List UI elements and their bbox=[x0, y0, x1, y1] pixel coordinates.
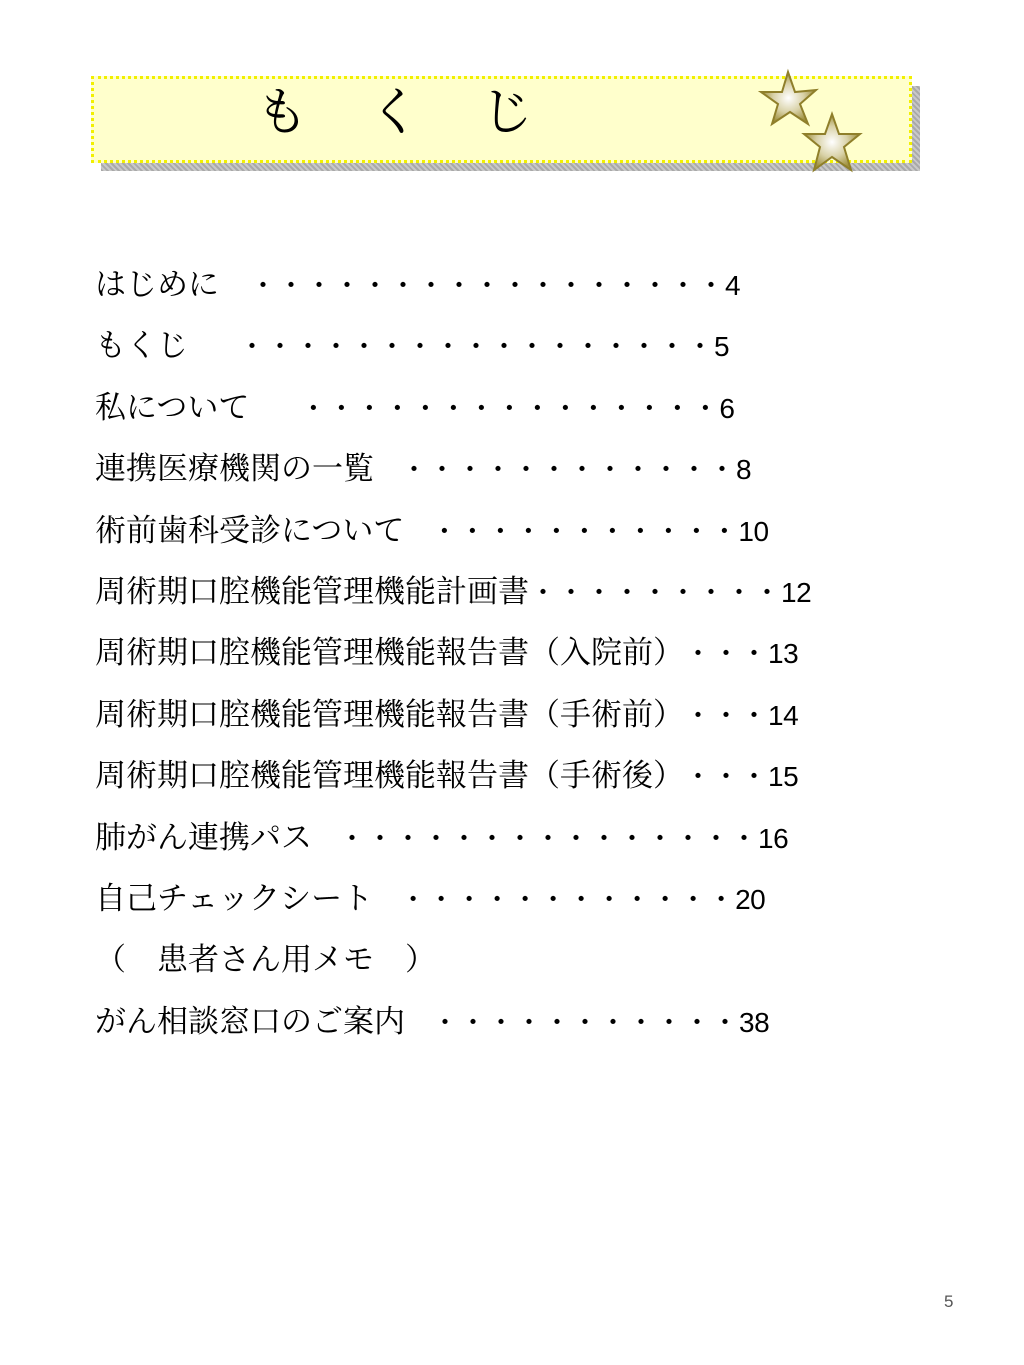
toc-entry-leader: ・・・ bbox=[684, 638, 769, 670]
toc-entry-leader: ・・・・・・・・・・・ bbox=[430, 515, 739, 547]
toc-entry-label: がん相談窓口のご案内 bbox=[95, 1003, 405, 1040]
toc-entry-page: 4 bbox=[725, 270, 741, 301]
toc-entry bbox=[95, 319, 811, 380]
toc-entry-leader: ・・・・・・・・・・・・・・・・・ bbox=[238, 331, 715, 363]
toc-entry-label: はじめに bbox=[95, 267, 219, 303]
toc-entry-label: 周術期口腔機能管理機能計画書 bbox=[95, 573, 529, 610]
toc-entry bbox=[95, 504, 811, 565]
toc-entry-label: 周術期口腔機能管理機能報告書（入院前） bbox=[95, 635, 684, 672]
toc-entry-label: もくじ bbox=[95, 328, 188, 365]
star-icon bbox=[804, 114, 860, 170]
toc-entry-leader: ・・・ bbox=[684, 761, 769, 793]
star-decoration-icon bbox=[748, 64, 868, 180]
toc-entry-leader: ・・・・・・・・・・・・・・・ bbox=[299, 392, 720, 424]
toc-entry-page: 5 bbox=[714, 331, 730, 363]
toc-entry bbox=[95, 749, 811, 810]
toc-entry-label: 連携医療機関の一覧 bbox=[95, 451, 374, 488]
toc-entry-page: 38 bbox=[739, 1006, 770, 1038]
toc-entry-leader: ・・・・・・・・・・・・ bbox=[400, 454, 737, 486]
toc-entry-page: 14 bbox=[768, 699, 799, 731]
toc-entry-leader: ・・・・・・・・・・・・ bbox=[399, 883, 736, 915]
toc-entry bbox=[95, 995, 811, 1056]
toc-entry-leader: ・・・・・・・・・・・・・・・ bbox=[338, 822, 759, 854]
toc-entry bbox=[95, 872, 811, 933]
toc-entry-page: 16 bbox=[758, 822, 789, 854]
toc-entry bbox=[95, 688, 811, 749]
toc-entry-leader: ・・・・・・・・・・・ bbox=[431, 1006, 740, 1038]
toc-entry-page: 20 bbox=[735, 883, 766, 915]
toc-entry bbox=[95, 258, 811, 319]
toc-entry bbox=[95, 381, 811, 442]
toc-entry-page: 10 bbox=[738, 515, 769, 547]
toc-entry bbox=[95, 442, 811, 503]
toc-entry-label: （ 患者さん用メモ ） bbox=[95, 942, 436, 979]
toc-entry-page: 8 bbox=[736, 454, 752, 486]
toc-entry-leader: ・・・・・・・・・ bbox=[529, 576, 782, 608]
toc-entry-leader: ・・・・・・・・・・・・・・・・・ bbox=[249, 270, 726, 301]
toc-entry-page: 12 bbox=[781, 576, 812, 608]
toc-entry-label: 自己チェックシート bbox=[95, 880, 374, 917]
toc-entry-label: 私について bbox=[95, 389, 250, 426]
toc-entry-label: 周術期口腔機能管理機能報告書（手術前） bbox=[95, 696, 684, 733]
table-of-contents bbox=[95, 258, 811, 1056]
toc-entry-page: 13 bbox=[768, 638, 799, 670]
toc-entry bbox=[95, 626, 811, 687]
toc-entry bbox=[95, 933, 811, 994]
toc-entry bbox=[95, 565, 811, 626]
toc-entry-page: 6 bbox=[719, 392, 735, 424]
toc-entry-label: 周術期口腔機能管理機能報告書（手術後） bbox=[95, 758, 684, 795]
toc-entry-label: 術前歯科受診について bbox=[95, 512, 405, 549]
page-number: 5 bbox=[944, 1292, 954, 1311]
star-icon bbox=[761, 72, 816, 124]
toc-entry-page: 15 bbox=[768, 761, 799, 793]
toc-entry bbox=[95, 811, 811, 872]
toc-entry-leader: ・・・ bbox=[684, 699, 769, 731]
toc-entry-label: 肺がん連携パス bbox=[95, 819, 312, 856]
page-title: も く じ bbox=[256, 83, 556, 143]
